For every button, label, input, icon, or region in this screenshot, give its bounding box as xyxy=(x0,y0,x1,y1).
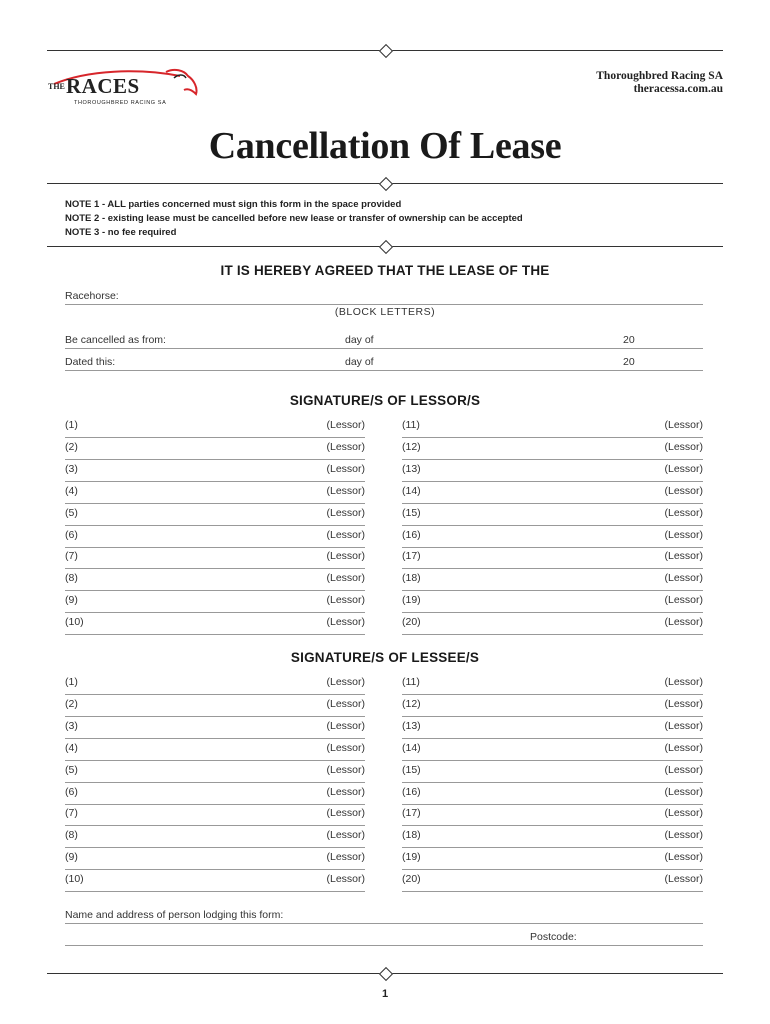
note-2: NOTE 2 - existing lease must be cancelled before new lease or transfer of ownership can be accepted xyxy=(65,213,523,224)
signature-line xyxy=(65,891,365,892)
signature-line xyxy=(65,503,365,504)
signature-line xyxy=(65,716,365,717)
signature-line xyxy=(65,847,365,848)
cancelled-from-label: Be cancelled as from: xyxy=(65,334,166,346)
website: theracessa.com.au xyxy=(633,83,723,95)
signature-row[interactable] xyxy=(65,784,365,805)
signature-role: (Lessor) xyxy=(326,807,365,820)
signature-role: (Lessor) xyxy=(326,419,365,431)
signature-role: (Lessor) xyxy=(326,676,365,688)
signature-row[interactable] xyxy=(402,614,703,635)
signature-line xyxy=(402,782,703,783)
signature-line xyxy=(402,503,703,504)
racehorse-field[interactable] xyxy=(65,304,703,305)
signature-line xyxy=(65,869,365,870)
signature-row[interactable] xyxy=(65,548,365,569)
signature-number: (12) xyxy=(402,440,421,453)
signature-number: (2) xyxy=(65,697,78,710)
signature-line xyxy=(65,634,365,635)
signature-row[interactable] xyxy=(402,592,703,613)
signature-line xyxy=(402,804,703,805)
signature-number: (15) xyxy=(402,763,421,776)
signature-role: (Lessor) xyxy=(326,873,365,886)
signature-number: (8) xyxy=(65,572,78,585)
signature-number: (10) xyxy=(65,616,84,629)
signature-role: (Lessor) xyxy=(664,550,703,563)
signature-role: (Lessor) xyxy=(326,741,365,754)
lessees-heading: SIGNATURE/S OF LESSEE/S xyxy=(290,650,480,665)
diamond-ornament xyxy=(379,44,393,58)
org-name: Thoroughbred Racing SA xyxy=(596,70,723,82)
signature-role: (Lessor) xyxy=(326,506,365,519)
signature-number: (19) xyxy=(402,594,421,607)
signature-line xyxy=(65,760,365,761)
signature-row[interactable] xyxy=(402,849,703,870)
signature-row[interactable] xyxy=(402,674,703,695)
signature-role: (Lessor) xyxy=(326,550,365,563)
signature-role: (Lessor) xyxy=(664,851,703,864)
signature-number: (13) xyxy=(402,719,421,732)
year-prefix: 20 xyxy=(623,356,635,368)
signature-row[interactable] xyxy=(65,805,365,826)
signature-line xyxy=(402,760,703,761)
signature-role: (Lessor) xyxy=(664,785,703,798)
signature-line xyxy=(402,590,703,591)
signature-line xyxy=(402,891,703,892)
signature-number: (19) xyxy=(402,851,421,864)
signature-row[interactable] xyxy=(65,674,365,695)
signature-number: (18) xyxy=(402,829,421,842)
signature-role: (Lessor) xyxy=(664,741,703,754)
signature-role: (Lessor) xyxy=(664,484,703,497)
signature-line xyxy=(65,547,365,548)
signature-line xyxy=(402,825,703,826)
signature-role: (Lessor) xyxy=(326,829,365,842)
signature-row[interactable] xyxy=(402,439,703,460)
note-3: NOTE 3 - no fee required xyxy=(65,227,177,238)
signature-number: (17) xyxy=(402,807,421,820)
signature-line xyxy=(402,525,703,526)
signature-role: (Lessor) xyxy=(664,528,703,541)
lessors-heading: SIGNATURE/S OF LESSOR/S xyxy=(289,393,481,408)
signature-row[interactable] xyxy=(65,614,365,635)
signature-role: (Lessor) xyxy=(664,719,703,732)
signature-number: (7) xyxy=(65,807,78,820)
signature-number: (6) xyxy=(65,528,78,541)
signature-line xyxy=(402,634,703,635)
signature-line xyxy=(65,612,365,613)
signature-role: (Lessor) xyxy=(664,829,703,842)
agreement-heading: IT IS HEREBY AGREED THAT THE LEASE OF THE xyxy=(220,263,550,278)
signature-row[interactable] xyxy=(402,827,703,848)
racehorse-label: Racehorse: xyxy=(65,290,119,302)
signature-row[interactable] xyxy=(402,417,703,438)
signature-number: (8) xyxy=(65,829,78,842)
signature-row[interactable] xyxy=(402,461,703,482)
signature-role: (Lessor) xyxy=(664,676,703,688)
page-title: Cancellation Of Lease xyxy=(208,125,562,167)
cancelled-from-field[interactable] xyxy=(65,348,703,349)
signature-role: (Lessor) xyxy=(664,440,703,453)
signature-row[interactable] xyxy=(402,784,703,805)
signature-row[interactable] xyxy=(65,827,365,848)
signature-role: (Lessor) xyxy=(664,572,703,585)
brand-block xyxy=(596,70,723,96)
postcode-label: Postcode: xyxy=(530,931,577,943)
signature-number: (10) xyxy=(65,873,84,886)
signature-number: (1) xyxy=(65,676,78,688)
signature-row[interactable] xyxy=(402,483,703,504)
signature-role: (Lessor) xyxy=(664,594,703,607)
signature-line xyxy=(402,437,703,438)
page-number: 1 xyxy=(381,988,389,1000)
signature-number: (17) xyxy=(402,550,421,563)
signature-number: (14) xyxy=(402,484,421,497)
signature-number: (5) xyxy=(65,763,78,776)
signature-row[interactable] xyxy=(402,527,703,548)
signature-number: (9) xyxy=(65,594,78,607)
year-prefix: 20 xyxy=(623,334,635,346)
signature-line xyxy=(65,481,365,482)
signature-role: (Lessor) xyxy=(664,419,703,431)
signature-role: (Lessor) xyxy=(326,785,365,798)
signature-number: (18) xyxy=(402,572,421,585)
signature-role: (Lessor) xyxy=(664,697,703,710)
signature-number: (7) xyxy=(65,550,78,563)
lodging-field[interactable] xyxy=(65,923,703,924)
signature-role: (Lessor) xyxy=(664,763,703,776)
signature-line xyxy=(65,459,365,460)
diamond-ornament xyxy=(379,240,393,254)
logo-subtitle: THOROUGHBRED RACING SA xyxy=(74,100,167,106)
signature-row[interactable] xyxy=(65,871,365,892)
day-of-label: day of xyxy=(345,356,374,368)
signature-line xyxy=(402,738,703,739)
signature-role: (Lessor) xyxy=(664,506,703,519)
signature-row[interactable] xyxy=(402,505,703,526)
signature-role: (Lessor) xyxy=(664,807,703,820)
postcode-field[interactable] xyxy=(65,945,703,946)
signature-row[interactable] xyxy=(65,417,365,438)
signature-role: (Lessor) xyxy=(326,719,365,732)
signature-number: (6) xyxy=(65,785,78,798)
signature-row[interactable] xyxy=(65,592,365,613)
dated-label: Dated this: xyxy=(65,356,116,368)
signature-row[interactable] xyxy=(65,849,365,870)
signature-row[interactable] xyxy=(65,718,365,739)
signature-number: (4) xyxy=(65,741,78,754)
signature-number: (3) xyxy=(65,719,78,732)
signature-row[interactable] xyxy=(402,718,703,739)
signature-line xyxy=(65,694,365,695)
signature-role: (Lessor) xyxy=(326,572,365,585)
signature-number: (2) xyxy=(65,440,78,453)
signature-role: (Lessor) xyxy=(664,616,703,629)
signature-role: (Lessor) xyxy=(326,763,365,776)
signature-role: (Lessor) xyxy=(326,528,365,541)
block-letters-hint: (BLOCK LETTERS) xyxy=(334,306,436,318)
logo: THE RACES THOROUGHBRED RACING SA xyxy=(48,68,208,112)
signature-number: (13) xyxy=(402,462,421,475)
signature-row[interactable] xyxy=(402,871,703,892)
signature-row[interactable] xyxy=(65,439,365,460)
signature-role: (Lessor) xyxy=(326,697,365,710)
signature-line xyxy=(402,716,703,717)
signature-line xyxy=(65,782,365,783)
signature-line xyxy=(402,612,703,613)
signature-line xyxy=(402,481,703,482)
signature-row[interactable] xyxy=(402,696,703,717)
note-1: NOTE 1 - ALL parties concerned must sign this form in the space provided xyxy=(65,199,402,210)
signature-row[interactable] xyxy=(402,762,703,783)
signature-number: (14) xyxy=(402,741,421,754)
signature-row[interactable] xyxy=(65,762,365,783)
signature-number: (16) xyxy=(402,785,421,798)
diamond-ornament xyxy=(379,967,393,981)
signature-row[interactable] xyxy=(65,505,365,526)
signature-line xyxy=(402,694,703,695)
signature-line xyxy=(65,525,365,526)
signature-role: (Lessor) xyxy=(326,462,365,475)
signature-line xyxy=(402,547,703,548)
signature-row[interactable] xyxy=(402,805,703,826)
signature-number: (4) xyxy=(65,484,78,497)
signature-line xyxy=(65,437,365,438)
signature-role: (Lessor) xyxy=(326,484,365,497)
signature-line xyxy=(402,847,703,848)
signature-number: (15) xyxy=(402,506,421,519)
diamond-ornament xyxy=(379,177,393,191)
signature-role: (Lessor) xyxy=(664,462,703,475)
signature-line xyxy=(402,459,703,460)
signature-row[interactable] xyxy=(65,570,365,591)
signature-row[interactable] xyxy=(402,740,703,761)
signature-role: (Lessor) xyxy=(326,616,365,629)
signature-number: (12) xyxy=(402,697,421,710)
signature-row[interactable] xyxy=(65,740,365,761)
signature-row[interactable] xyxy=(65,461,365,482)
signature-row[interactable] xyxy=(65,483,365,504)
signature-role: (Lessor) xyxy=(326,594,365,607)
signature-line xyxy=(65,590,365,591)
signature-row[interactable] xyxy=(402,548,703,569)
signature-number: (3) xyxy=(65,462,78,475)
signature-line xyxy=(65,825,365,826)
signature-number: (20) xyxy=(402,616,421,629)
signature-row[interactable] xyxy=(65,696,365,717)
signature-row[interactable] xyxy=(402,570,703,591)
signature-line xyxy=(402,869,703,870)
signature-number: (16) xyxy=(402,528,421,541)
signature-role: (Lessor) xyxy=(664,873,703,886)
signature-number: (1) xyxy=(65,419,78,431)
signature-role: (Lessor) xyxy=(326,440,365,453)
day-of-label: day of xyxy=(345,334,374,346)
lodging-label: Name and address of person lodging this form: xyxy=(65,909,284,921)
signature-line xyxy=(65,568,365,569)
signature-number: (11) xyxy=(402,419,420,431)
signature-line xyxy=(402,568,703,569)
signature-role: (Lessor) xyxy=(326,851,365,864)
dated-field[interactable] xyxy=(65,370,703,371)
signature-number: (5) xyxy=(65,506,78,519)
signature-line xyxy=(65,738,365,739)
signature-line xyxy=(65,804,365,805)
signature-number: (9) xyxy=(65,851,78,864)
signature-number: (20) xyxy=(402,873,421,886)
signature-number: (11) xyxy=(402,676,420,688)
notes xyxy=(65,198,523,240)
signature-row[interactable] xyxy=(65,527,365,548)
